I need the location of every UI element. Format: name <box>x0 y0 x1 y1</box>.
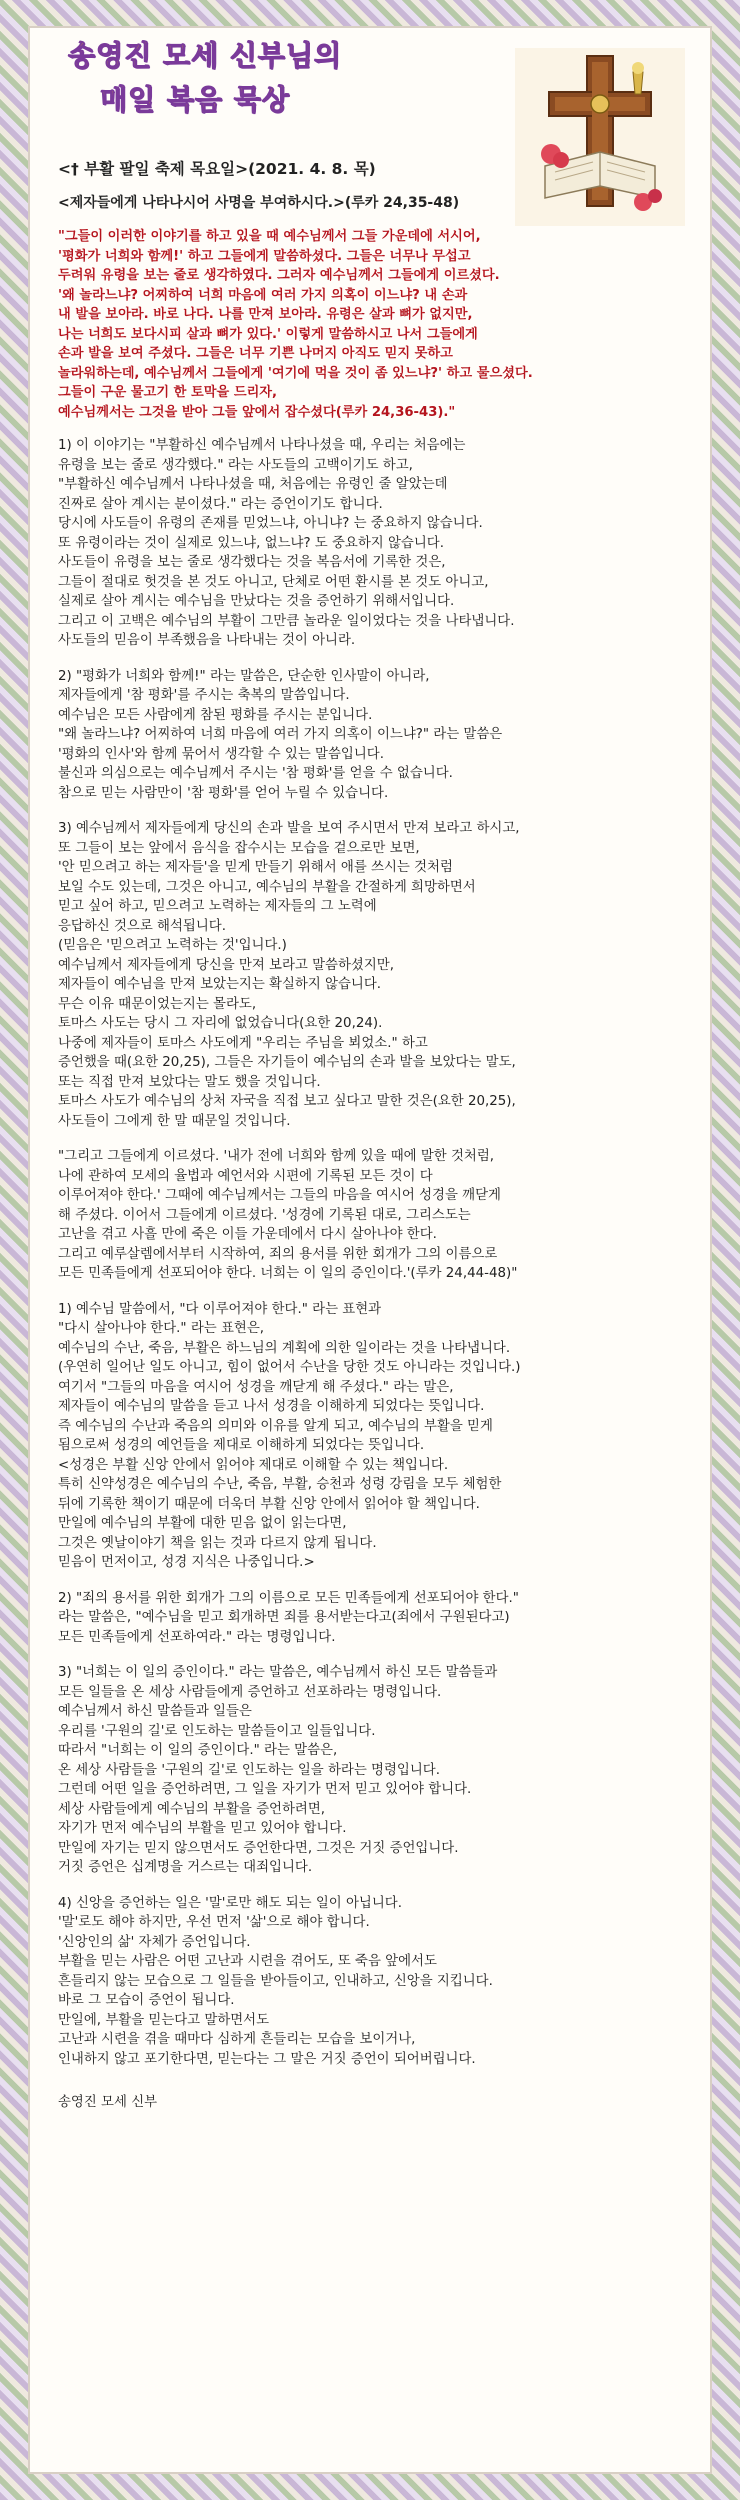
paragraph-line: 그리고 예루살렘에서부터 시작하여, 죄의 용서를 위한 회개가 그의 이름으로 <box>58 1246 498 1262</box>
gospel-subtitle: <제자들에게 나타나시어 사명을 부여하시다.>(루카 24,35-48) <box>58 194 460 211</box>
paragraph-line: 나에 관하여 모세의 율법과 예언서와 시편에 기록된 모든 것이 다 <box>58 1168 433 1184</box>
paragraph-line: 자기가 먼저 예수님의 부활을 믿고 있어야 합니다. <box>58 1821 347 1836</box>
paragraph <box>58 436 698 651</box>
paragraph-line: 또 그들이 보는 앞에서 음식을 잡수시는 모습을 겉으로만 보면, <box>58 840 420 856</box>
paragraph-line: 즉 예수님의 수난과 죽음의 의미와 이유를 알게 되고, 예수님의 부활을 믿게 <box>58 1418 493 1434</box>
paragraph-line: 유령을 보는 줄로 생각했다." 라는 사도들의 고백이기도 하고, <box>58 457 413 473</box>
paragraph-line: 토마스 사도는 당시 그 자리에 없었습니다(요한 20,24). <box>58 1016 383 1031</box>
paragraph-line: 토마스 사도가 예수님의 상처 자국을 직접 보고 싶다고 말한 것은(요한 20,25), <box>58 1094 516 1109</box>
paragraph-line: 세상 사람들에게 예수님의 부활을 증언하려면, <box>58 1801 326 1817</box>
paragraph-line: '신앙인의 삶' 자체가 증언입니다. <box>58 1934 251 1950</box>
paragraph-line: 또는 직접 만져 보았다는 말도 했을 것입니다. <box>58 1074 321 1090</box>
paragraph-line: 모든 민족들에게 선포하여라." 라는 명령입니다. <box>58 1629 336 1645</box>
paragraph-line: 뒤에 기록한 책이기 때문에 더욱더 부활 신앙 안에서 읽어야 할 책입니다. <box>58 1496 480 1512</box>
paragraph-line: 고난과 시련을 겪을 때마다 심하게 흔들리는 모습을 보이거나, <box>58 2032 416 2047</box>
paragraph-line: 흔들리지 않는 모습으로 그 일들을 받아들이고, 인내하고, 신앙을 지킵니다. <box>58 1973 493 1989</box>
date-heading: <† 부활 팔일 축제 목요일>(2021. 4. 8. 목) <box>58 160 376 178</box>
paragraph-line: "왜 놀라느냐? 어찌하여 너희 마음에 여러 가지 의혹이 이느냐?" 라는 말씀은 <box>58 727 503 742</box>
paragraph-line: 부활을 믿는 사람은 어떤 고난과 시련을 겪어도, 또 죽음 앞에서도 <box>58 1954 437 1969</box>
paragraph-line: 당시에 사도들이 유령의 존재를 믿었느냐, 아니냐? 는 중요하지 않습니다. <box>58 516 483 531</box>
paragraph-line: 거짓 증언은 십계명을 거스르는 대죄입니다. <box>58 1860 313 1875</box>
paragraph-line: 믿고 싶어 하고, 믿으려고 노력하는 제자들의 그 노력에 <box>58 899 377 914</box>
paragraph-line: 사도들의 믿음이 부족했음을 나타내는 것이 아니라. <box>58 633 356 648</box>
paragraph-line: 또 유령이라는 것이 실제로 있느냐, 없느냐? 도 중요하지 않습니다. <box>58 535 444 551</box>
paragraph-line: 2) "평화가 너희와 함께!" 라는 말씀은, 단순한 인사말이 아니라, <box>58 668 430 684</box>
paragraph <box>58 667 698 804</box>
paragraph-line: "그리고 그들에게 이르셨다. '내가 전에 너희와 함께 있을 때에 말한 것처럼, <box>58 1149 495 1164</box>
quote-line: 손과 발을 보여 주셨다. 그들은 너무 기쁜 나머지 아직도 믿지 못하고 <box>58 346 453 361</box>
quote-line: 그들이 구운 물고기 한 토막을 드리자, <box>58 385 278 400</box>
paragraph-line: 2) "죄의 용서를 위한 회개가 그의 이름으로 모든 민족들에게 선포되어야 한다." <box>58 1590 519 1606</box>
paragraph-line: 불신과 의심으로는 예수님께서 주시는 '참 평화'를 얻을 수 없습니다. <box>58 766 453 781</box>
paragraph-line: "다시 살아나야 한다." 라는 표현은, <box>58 1321 265 1336</box>
paragraph-line: 3) 예수님께서 제자들에게 당신의 손과 발을 보여 주시면서 만져 보라고 하시고, <box>58 821 520 836</box>
commentary-paragraphs <box>58 436 698 2069</box>
paragraph-line: 증언했을 때(요한 20,25), 그들은 자기들이 예수님의 손과 발을 보았다는 말도, <box>58 1055 516 1070</box>
paragraph-line: 특히 신약성경은 예수님의 수난, 죽음, 부활, 승천과 성령 강림을 모두 체험한 <box>58 1477 502 1492</box>
quote-line: 예수님께서는 그것을 받아 그들 앞에서 잡수셨다(루카 24,36-43)." <box>58 404 456 420</box>
paragraph-line: 만일에 예수님의 부활에 대한 믿음 없이 읽는다면, <box>58 1516 347 1531</box>
paragraph-line: 예수님께서 하신 말씀들과 일들은 <box>58 1704 252 1719</box>
paragraph-line: 4) 신앙을 증언하는 일은 '말'로만 해도 되는 일이 아닙니다. <box>58 1895 402 1911</box>
paragraph-line: 그리고 이 고백은 예수님의 부활이 그만큼 놀라운 일이었다는 것을 나타냅니다. <box>58 613 515 629</box>
paragraph-line: 고난을 겪고 사흘 만에 죽은 이들 가운데에서 다시 살아나야 한다. <box>58 1227 437 1242</box>
signature: 송영진 모세 신부 <box>58 2095 158 2110</box>
paragraph-line: 이루어져야 한다.' 그때에 예수님께서는 그들의 마음을 여시어 성경을 깨닫게 <box>58 1188 501 1203</box>
paragraph-line: 예수님은 모든 사람에게 참된 평화를 주시는 분입니다. <box>58 707 373 723</box>
paragraph-line: 제자들이 예수님의 말씀을 듣고 나서 성경을 이해하게 되었다는 뜻입니다. <box>58 1399 485 1414</box>
paragraph-line: (우연히 일어난 일도 아니고, 힘이 없어서 수난을 당한 것도 아니라는 것입니다.) <box>58 1360 521 1375</box>
paragraph-line: 실제로 살아 계시는 예수님을 만났다는 것을 증언하기 위해서입니다. <box>58 594 455 609</box>
paragraph-line: 모든 민족들에게 선포되어야 한다. 너희는 이 일의 증인이다.'(루카 24,44-48)" <box>58 1266 518 1281</box>
title-line-2: 매일 복음 묵상 <box>100 83 290 116</box>
paragraph-line: 사도들이 그에게 한 말 때문일 것입니다. <box>58 1113 291 1129</box>
paragraph-line: 무슨 이유 때문이었는지는 몰라도, <box>58 996 257 1012</box>
paragraph-line: 예수님의 수난, 죽음, 부활은 하느님의 계획에 의한 일이라는 것을 나타냅니다. <box>58 1340 511 1356</box>
paragraph-line: 만일에, 부활을 믿는다고 말하면서도 <box>58 2012 270 2028</box>
paragraph-line: 됨으로써 성경의 예언들을 제대로 이해하게 되었다는 뜻입니다. <box>58 1438 425 1453</box>
paragraph <box>58 1147 698 1284</box>
paragraph-line: 모든 일들을 온 세상 사람들에게 증언하고 선포하라는 명령입니다. <box>58 1684 442 1700</box>
paragraph-line: "부활하신 예수님께서 나타나셨을 때, 처음에는 유령인 줄 알았는데 <box>58 477 448 492</box>
paragraph-line: <성경은 부활 신앙 안에서 읽어야 제대로 이해할 수 있는 책입니다. <box>58 1457 449 1473</box>
paragraph-line: 나중에 제자들이 토마스 사도에게 "우리는 주님을 뵈었소." 하고 <box>58 1035 428 1051</box>
paragraph-line: 여기서 "그들의 마음을 여시어 성경을 깨닫게 해 주셨다." 라는 말은, <box>58 1379 454 1395</box>
paragraph-line: 인내하지 않고 포기한다면, 믿는다는 그 말은 거짓 증언이 되어버립니다. <box>58 2051 476 2067</box>
paragraph-line: 그들이 절대로 헛것을 본 것도 아니고, 단체로 어떤 환시를 본 것도 아니고, <box>58 574 489 590</box>
title-line-1: 송영진 모세 신부님의 <box>68 39 342 72</box>
paragraph-line: 제자들에게 '참 평화'를 주시는 축복의 말씀입니다. <box>58 688 350 703</box>
paragraph <box>58 819 698 1131</box>
paragraph-line: '말'로도 해야 하지만, 우선 먼저 '삶'으로 해야 합니다. <box>58 1915 370 1930</box>
page-title <box>68 34 342 118</box>
paragraph <box>58 1663 698 1878</box>
paragraph-line: 그것은 옛날이야기 책을 읽는 것과 다르지 않게 됩니다. <box>58 1535 377 1551</box>
paragraph <box>58 1300 698 1573</box>
paragraph <box>58 1894 698 2070</box>
paragraph-line: (믿음은 '믿으려고 노력하는 것'입니다.) <box>58 938 287 953</box>
paragraph-line: '평화의 인사'와 함께 묶어서 생각할 수 있는 말씀입니다. <box>58 746 384 762</box>
paragraph-line: 온 세상 사람들을 '구원의 길'로 인도하는 일을 하라는 명령입니다. <box>58 1762 440 1778</box>
paragraph-line: 그런데 어떤 일을 증언하려면, 그 일을 자기가 먼저 믿고 있어야 합니다. <box>58 1782 472 1797</box>
paragraph-line: 라는 말씀은, "예수님을 믿고 회개하면 죄를 용서받는다고(죄에서 구원된다고) <box>58 1610 510 1625</box>
paragraph-line: 1) 예수님 말씀에서, "다 이루어져야 한다." 라는 표현과 <box>58 1301 382 1317</box>
quote-line: "그들이 이러한 이야기를 하고 있을 때 예수님께서 그들 가운데에 서시어, <box>58 229 481 244</box>
paragraph-line: 믿음이 먼저이고, 성경 지식은 나중입니다.> <box>58 1555 315 1570</box>
paragraph-line: 응답하신 것으로 해석됩니다. <box>58 918 226 934</box>
paragraph-line: 참으로 믿는 사람만이 '참 평화'를 얻어 누릴 수 있습니다. <box>58 785 389 801</box>
paragraph-line: 우리를 '구원의 길'로 인도하는 말씀들이고 일들입니다. <box>58 1723 376 1739</box>
quote-line: 두려워 유령을 보는 줄로 생각하였다. 그러자 예수님께서 그들에게 이르셨다. <box>58 268 500 283</box>
paragraph-line: 예수님께서 제자들에게 당신을 만져 보라고 말씀하셨지만, <box>58 957 394 973</box>
paragraph-line: 따라서 "너희는 이 일의 증인이다." 라는 말씀은, <box>58 1743 338 1758</box>
paragraph-line: 보일 수도 있는데, 그것은 아니고, 예수님의 부활을 간절하게 희망하면서 <box>58 879 476 895</box>
paragraph-line: 3) "너희는 이 일의 증인이다." 라는 말씀은, 예수님께서 하신 모든 말씀들과 <box>58 1665 498 1680</box>
gospel-quote <box>58 227 698 422</box>
meditation-content <box>58 160 698 2113</box>
quote-line: 나는 너희도 보다시피 살과 뼈가 있다.' 이렇게 말씀하시고 나서 그들에게 <box>58 326 478 342</box>
quote-line: '평화가 너희와 함께!' 하고 그들에게 말씀하셨다. 그들은 너무나 무섭고 <box>58 248 471 264</box>
paragraph-line: 진짜로 살아 계시는 분이셨다." 라는 증언이기도 합니다. <box>58 496 383 512</box>
quote-line: 놀라워하는데, 예수님께서 그들에게 '여기에 먹을 것이 좀 있느냐?' 하고 물으셨다. <box>58 365 533 381</box>
paragraph-line: 사도들이 유령을 보는 줄로 생각했다는 것을 복음서에 기록한 것은, <box>58 555 446 570</box>
paragraph <box>58 1589 698 1648</box>
paragraph-line: 1) 이 이야기는 "부활하신 예수님께서 나타나셨을 때, 우리는 처음에는 <box>58 438 466 453</box>
paragraph-line: 바로 그 모습이 증언이 됩니다. <box>58 1993 235 2008</box>
paragraph-line: 만일에 자기는 믿지 않으면서도 증언한다면, 그것은 거짓 증언입니다. <box>58 1840 459 1856</box>
paragraph-line: 제자들이 예수님을 만져 보았는지는 확실하지 않습니다. <box>58 977 382 992</box>
quote-line: 내 발을 보아라. 바로 나다. 나를 만져 보아라. 유령은 살과 뼈가 없지만, <box>58 307 473 322</box>
quote-line: '왜 놀라느냐? 어찌하여 너희 마음에 여러 가지 의혹이 이느냐? 내 손과 <box>58 287 468 303</box>
paragraph-line: 해 주셨다. 이어서 그들에게 이르셨다. '성경에 기록된 대로, 그리스도는 <box>58 1207 471 1223</box>
paragraph-line: '안 믿으려고 하는 제자들'을 믿게 만들기 위해서 애를 쓰시는 것처럼 <box>58 860 453 875</box>
